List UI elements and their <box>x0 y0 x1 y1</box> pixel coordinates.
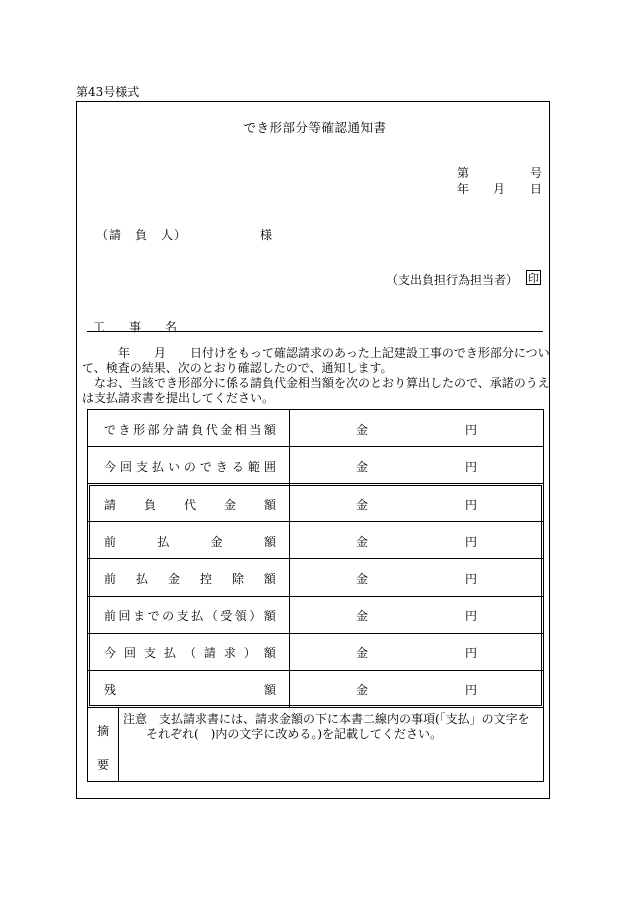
row-label-text: 今 回 支 払 い の で き る 範 囲 <box>104 460 276 474</box>
remarks-note-line-1: 注意 支払請求書には、請求金額の下に本書二線内の事項(「支払」の文字を <box>123 712 530 726</box>
table-row-divider <box>87 633 544 634</box>
row-label <box>104 458 276 475</box>
addressee-honorific: 様 <box>260 228 273 242</box>
document-title: でき形部分等確認通知書 <box>243 120 387 135</box>
project-name-label: 工 事 名 <box>93 320 184 334</box>
row-label <box>104 533 276 550</box>
number-go: 号 <box>530 166 543 180</box>
currency-prefix: 金 <box>356 460 369 474</box>
remarks-label-bottom: 要 <box>97 758 110 772</box>
table-row-divider <box>87 558 544 559</box>
currency-prefix: 金 <box>356 609 369 623</box>
currency-prefix: 金 <box>356 683 369 697</box>
table-row-divider <box>87 521 544 522</box>
remarks-label-top: 摘 <box>97 724 110 738</box>
row-label <box>104 421 276 438</box>
addressee-label: （請 負 人） <box>96 228 188 242</box>
currency-suffix: 円 <box>465 646 478 660</box>
currency-suffix: 円 <box>465 572 478 586</box>
currency-suffix: 円 <box>465 423 478 437</box>
table-row-divider <box>87 670 544 671</box>
date-year: 年 <box>457 182 470 196</box>
form-number: 第43号様式 <box>76 85 140 99</box>
remarks-note-line-2: それぞれ( )内の文字に改める。)を記載してください。 <box>146 727 443 741</box>
currency-prefix: 金 <box>356 535 369 549</box>
project-name-line <box>87 331 543 332</box>
currency-prefix: 金 <box>356 646 369 660</box>
currency-prefix: 金 <box>356 423 369 437</box>
currency-suffix: 円 <box>465 609 478 623</box>
currency-suffix: 円 <box>465 460 478 474</box>
body-line-3: なお、当該でき形部分に係る請負代金相当額を次のとおり算出したので、承諾のうえ <box>82 376 550 390</box>
number-dai: 第 <box>457 166 470 180</box>
date-day: 日 <box>530 182 543 196</box>
row-label-text: 前 払 金 額 <box>104 535 276 549</box>
row-label-text: 請 負 代 金 額 <box>104 498 276 512</box>
row-label-text: 今 回 支 払 （ 請 求 ） 額 <box>104 646 276 660</box>
row-label-text: 前 払 金 控 除 額 <box>104 572 276 586</box>
row-label <box>104 496 276 513</box>
body-line-4: は支払請求書を提出してください。 <box>82 391 275 405</box>
row-label-text: で き 形 部 分 請 負 代 金 相 当 額 <box>104 423 276 437</box>
currency-prefix: 金 <box>356 572 369 586</box>
currency-suffix: 円 <box>465 683 478 697</box>
currency-suffix: 円 <box>465 498 478 512</box>
remarks-divider <box>118 708 119 782</box>
row-label <box>104 644 276 661</box>
row-label-text: 前 回 ま で の 支 払 （ 受 領 ） 額 <box>104 609 276 623</box>
currency-prefix: 金 <box>356 498 369 512</box>
row-label-text: 残 額 <box>104 683 276 697</box>
row-label <box>104 570 276 587</box>
notice-body <box>82 346 552 406</box>
seal-mark: 印 <box>528 272 539 285</box>
issuer-label: （支出負担行為担当者） <box>386 273 519 287</box>
table-row-divider <box>87 446 544 447</box>
body-line-2: て、検査の結果、次のとおり確認したので、通知します。 <box>82 361 393 375</box>
row-label <box>104 607 276 624</box>
table-row-divider <box>87 596 544 597</box>
body-line-1: 年 月 日付けをもって確認請求のあった上記建設工事のでき形部分につい <box>82 346 550 360</box>
date-month: 月 <box>493 182 506 196</box>
row-label <box>104 681 276 698</box>
currency-suffix: 円 <box>465 535 478 549</box>
